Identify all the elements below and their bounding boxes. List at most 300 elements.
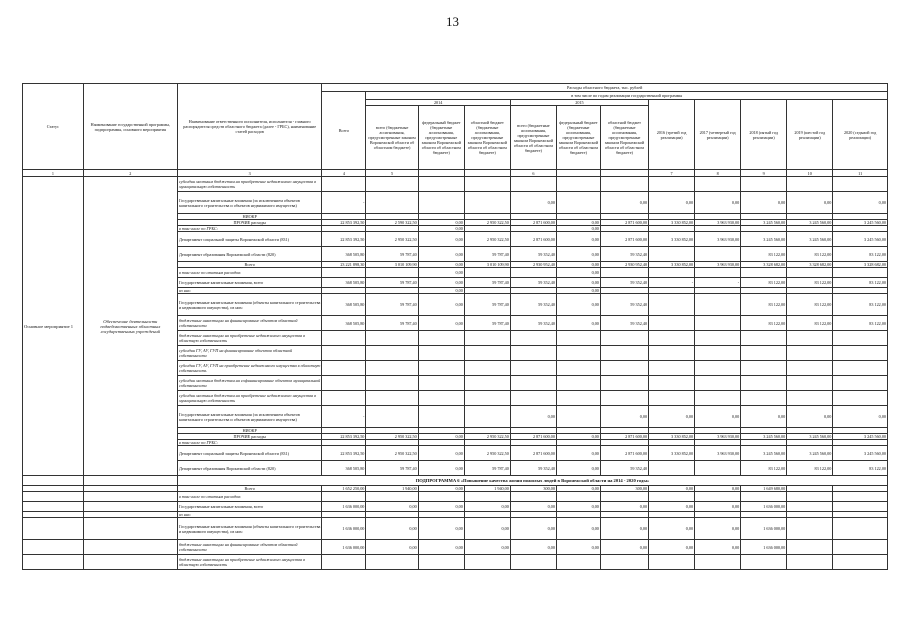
- value-cell: 0,00: [418, 316, 464, 331]
- value-cell: [649, 492, 695, 502]
- value-cell: 23 221 898,30: [322, 262, 366, 268]
- value-cell: 3 963 930,00: [695, 262, 741, 268]
- header-year-2014: 2014: [366, 100, 510, 106]
- value-cell: 368 505,80: [322, 461, 366, 476]
- col-number: 1: [23, 170, 84, 177]
- value-cell: 1 636 000,00: [322, 540, 366, 555]
- value-cell: [695, 346, 741, 361]
- value-cell: 0,00: [418, 247, 464, 262]
- value-cell: 0,00: [556, 294, 600, 316]
- row-label: субсидии ГУ, АУ, ГУП на финансирование объектов областной собственности: [177, 346, 321, 361]
- value-cell: 0,00: [418, 288, 464, 294]
- value-cell: 0,00: [556, 316, 600, 331]
- value-cell: 0,00: [556, 434, 600, 440]
- value-cell: 0,00: [787, 192, 833, 214]
- value-cell: [600, 376, 648, 391]
- value-cell: 3 245 560,00: [833, 232, 888, 247]
- value-cell: 2 871 600,00: [510, 434, 556, 440]
- value-cell: 0,00: [510, 502, 556, 512]
- value-cell: [787, 268, 833, 278]
- status-cell: Основное мероприятие 1: [23, 177, 84, 476]
- value-cell: 0,00: [695, 192, 741, 214]
- value-cell: 0,00: [787, 406, 833, 428]
- value-cell: [695, 177, 741, 192]
- col-number: [418, 170, 464, 177]
- value-cell: 3 245 560,00: [741, 446, 787, 461]
- value-cell: [833, 331, 888, 346]
- value-cell: [556, 346, 600, 361]
- block1-top-rows: [23, 177, 888, 476]
- value-cell: 0,00: [649, 518, 695, 540]
- value-cell: 0,00: [600, 502, 648, 512]
- value-cell: [787, 346, 833, 361]
- value-cell: [418, 331, 464, 346]
- value-cell: 3 963 930,00: [695, 220, 741, 226]
- value-cell: 368 505,80: [322, 294, 366, 316]
- value-cell: 0,00: [695, 540, 741, 555]
- row-label: Департамент образования Воронежской области (820): [177, 461, 321, 476]
- value-cell: 0,00: [600, 540, 648, 555]
- value-cell: [695, 316, 741, 331]
- value-cell: [695, 361, 741, 376]
- value-cell: 3 330 852,00: [649, 262, 695, 268]
- value-cell: 0,00: [833, 406, 888, 428]
- value-cell: 3 245 560,00: [787, 434, 833, 440]
- value-cell: [464, 192, 510, 214]
- budget-table: [22, 83, 888, 570]
- col-number: 4: [322, 170, 366, 177]
- value-cell: 0,00: [556, 486, 600, 492]
- value-cell: 2 950 322,50: [464, 446, 510, 461]
- value-cell: [649, 376, 695, 391]
- value-cell: 59 352,40: [600, 316, 648, 331]
- header-year-2015: 2015: [510, 100, 648, 106]
- value-cell: 2 871 600,00: [600, 220, 648, 226]
- value-cell: 0,00: [649, 486, 695, 492]
- value-cell: [741, 268, 787, 278]
- row-label: в том числе по статьям расходов:: [177, 268, 321, 278]
- value-cell: 2 871 600,00: [510, 220, 556, 226]
- value-cell: [418, 376, 464, 391]
- value-cell: 3 963 930,00: [695, 232, 741, 247]
- value-cell: 0,00: [418, 226, 464, 232]
- value-cell: [600, 361, 648, 376]
- value-cell: 22 853 392,50: [322, 446, 366, 461]
- value-cell: [556, 376, 600, 391]
- value-cell: 59 787,40: [366, 278, 418, 288]
- value-cell: [366, 555, 418, 570]
- row-label: в том числе по ГРБС:: [177, 226, 321, 232]
- table-row: [23, 518, 888, 540]
- value-cell: 3 328 682,00: [741, 262, 787, 268]
- value-cell: [510, 361, 556, 376]
- empty-cell: [23, 492, 84, 502]
- header-responsible: Наименование ответственного исполнителя, исполнителя - главного распорядителя средств областного бюджета (далее - ГРБС), наименование статей расходов: [177, 84, 321, 170]
- value-cell: 59 787,40: [366, 316, 418, 331]
- value-cell: [418, 555, 464, 570]
- value-cell: 0,00: [418, 294, 464, 316]
- value-cell: 83 122,00: [833, 294, 888, 316]
- value-cell: [600, 492, 648, 502]
- value-cell: [556, 331, 600, 346]
- value-cell: 1 636 000,00: [741, 540, 787, 555]
- value-cell: [600, 346, 648, 361]
- value-cell: 83 122,00: [787, 294, 833, 316]
- row-label: Департамент социальной защиты Воронежской области (831): [177, 446, 321, 461]
- value-cell: [833, 177, 888, 192]
- value-cell: 22 853 392,50: [322, 232, 366, 247]
- value-cell: [833, 376, 888, 391]
- value-cell: [787, 177, 833, 192]
- header-including-years: в том числе по годам реализации государственной программы: [366, 92, 888, 100]
- value-cell: 59 352,40: [510, 278, 556, 288]
- value-cell: 0,00: [695, 486, 741, 492]
- value-cell: 0,00: [649, 540, 695, 555]
- col-number: 11: [833, 170, 888, 177]
- value-cell: 3 245 560,00: [741, 232, 787, 247]
- value-cell: 59 352,40: [600, 294, 648, 316]
- value-cell: 3 963 930,00: [695, 446, 741, 461]
- value-cell: 2 590 322,50: [366, 220, 418, 226]
- value-cell: 2 950 322,50: [366, 446, 418, 461]
- value-cell: [510, 177, 556, 192]
- page-number: 13: [446, 14, 459, 29]
- value-cell: 0,00: [600, 406, 648, 428]
- value-cell: 0,00: [510, 518, 556, 540]
- value-cell: [418, 391, 464, 406]
- header-2015-federal: федеральный бюджет (бюджетные ассигнования, предусмотренные законом Воронежской области об областном бюджете): [556, 106, 600, 170]
- value-cell: 368 505,80: [322, 278, 366, 288]
- col-number: 3: [177, 170, 321, 177]
- value-cell: [649, 268, 695, 278]
- value-cell: 83 122,00: [787, 316, 833, 331]
- value-cell: [695, 294, 741, 316]
- value-cell: [464, 346, 510, 361]
- row-label: субсидии местным бюджетам на приобретение недвижимого имущества в муниципальную собственность: [177, 391, 321, 406]
- value-cell: [322, 268, 366, 278]
- value-cell: [556, 177, 600, 192]
- value-cell: 0,00: [556, 446, 600, 461]
- value-cell: 1 636 000,00: [322, 502, 366, 512]
- value-cell: [695, 331, 741, 346]
- value-cell: [322, 177, 366, 192]
- table-row: [23, 177, 888, 192]
- value-cell: 0,00: [649, 502, 695, 512]
- value-cell: [464, 555, 510, 570]
- value-cell: 3 245 560,00: [787, 220, 833, 226]
- value-cell: [787, 391, 833, 406]
- empty-cell: [23, 502, 84, 512]
- value-cell: 59 352,40: [600, 278, 648, 288]
- value-cell: 0,00: [556, 232, 600, 247]
- col-number: 2: [83, 170, 177, 177]
- value-cell: 59 787,40: [366, 247, 418, 262]
- value-cell: [510, 492, 556, 502]
- value-cell: [695, 376, 741, 391]
- value-cell: 59 352,40: [600, 461, 648, 476]
- row-label: Всего: [177, 262, 321, 268]
- value-cell: [787, 492, 833, 502]
- value-cell: 0,00: [418, 518, 464, 540]
- value-cell: 2 930 952,40: [510, 262, 556, 268]
- col-number: 6: [510, 170, 556, 177]
- value-cell: [510, 391, 556, 406]
- value-cell: 0,00: [556, 518, 600, 540]
- value-cell: 83 122,00: [787, 278, 833, 288]
- value-cell: [464, 492, 510, 502]
- value-cell: 0,00: [418, 262, 464, 268]
- table-row: [23, 540, 888, 555]
- row-label: из них:: [177, 288, 321, 294]
- value-cell: 0,00: [418, 220, 464, 226]
- value-cell: 0,00: [510, 192, 556, 214]
- value-cell: 59 787,40: [366, 294, 418, 316]
- col-number: [556, 170, 600, 177]
- table-row: [23, 492, 888, 502]
- value-cell: 59 787,40: [464, 461, 510, 476]
- value-cell: 1 652 250,00: [322, 486, 366, 492]
- row-label: Государственные капитальные вложения (за исключением объектов капитального строительства и объектов недвижимого имущества): [177, 406, 321, 428]
- value-cell: [556, 391, 600, 406]
- value-cell: 0,00: [741, 406, 787, 428]
- value-cell: 83 122,00: [741, 247, 787, 262]
- col-number: 10: [787, 170, 833, 177]
- value-cell: 3 328 682,00: [833, 262, 888, 268]
- value-cell: 22 853 392,50: [322, 220, 366, 226]
- subprogram-title: ПОДПРОГРАММА 6 «Повышение качества жизни пожилых людей в Воронежской области на 2014 - 2020 годы»: [177, 476, 887, 486]
- value-cell: 0,00: [510, 540, 556, 555]
- value-cell: 3 963 930,00: [695, 434, 741, 440]
- value-cell: [464, 177, 510, 192]
- value-cell: 0,00: [366, 540, 418, 555]
- value-cell: [322, 331, 366, 346]
- row-label: Всего: [177, 486, 321, 492]
- row-label: бюджетные инвестиции на финансирование объектов областной собственности: [177, 540, 321, 555]
- value-cell: [366, 406, 418, 428]
- row-label: Государственные капитальные вложения, всего: [177, 502, 321, 512]
- value-cell: [833, 518, 888, 540]
- value-cell: [322, 361, 366, 376]
- value-cell: -: [322, 192, 366, 214]
- value-cell: 0,00: [695, 502, 741, 512]
- value-cell: 0,00: [556, 278, 600, 288]
- value-cell: 83 122,00: [787, 247, 833, 262]
- row-label: субсидии местным бюджетам на приобретение недвижимого имущества в муниципальную собственность: [177, 177, 321, 192]
- value-cell: 3 245 560,00: [833, 434, 888, 440]
- empty-cell: [83, 502, 177, 512]
- value-cell: 0,00: [556, 540, 600, 555]
- value-cell: 0,00: [366, 502, 418, 512]
- value-cell: [366, 192, 418, 214]
- row-label: Департамент социальной защиты Воронежской области (831): [177, 232, 321, 247]
- value-cell: 0,00: [510, 406, 556, 428]
- row-label: в том числе по ГРБС:: [177, 440, 321, 446]
- value-cell: [600, 268, 648, 278]
- row-label: Государственные капитальные вложения (объекты капитального строительства и недвижимого имущества), из них:: [177, 518, 321, 540]
- empty-cell: [23, 555, 84, 570]
- value-cell: [510, 376, 556, 391]
- header-year-2019: 2019 (шестой год реализации): [787, 100, 833, 170]
- value-cell: [649, 461, 695, 476]
- value-cell: 0,00: [418, 434, 464, 440]
- value-cell: 0,00: [649, 192, 695, 214]
- value-cell: [833, 492, 888, 502]
- value-cell: 300,00: [510, 486, 556, 492]
- value-cell: [649, 316, 695, 331]
- value-cell: 59 787,40: [464, 247, 510, 262]
- value-cell: 2 871 600,00: [510, 232, 556, 247]
- value-cell: [322, 346, 366, 361]
- value-cell: 3 245 560,00: [787, 446, 833, 461]
- value-cell: 1 940,00: [464, 486, 510, 492]
- row-label: НИОКР: [177, 428, 321, 434]
- value-cell: [556, 406, 600, 428]
- value-cell: 59 352,40: [510, 247, 556, 262]
- header-2014-regional: областной бюджет (бюджетные ассигнования, предусмотренные законом Воронежской области об областном бюджете): [464, 106, 510, 170]
- header-expenses: Расходы областного бюджета, тыс. рублей: [322, 84, 888, 92]
- value-cell: 0,00: [556, 268, 600, 278]
- value-cell: 3 328 682,00: [787, 262, 833, 268]
- value-cell: [649, 361, 695, 376]
- value-cell: 0,00: [418, 502, 464, 512]
- row-label: ПРОЧИЕ расходы: [177, 434, 321, 440]
- value-cell: [695, 268, 741, 278]
- value-cell: [787, 540, 833, 555]
- value-cell: [366, 268, 418, 278]
- value-cell: [556, 192, 600, 214]
- empty-cell: [83, 518, 177, 540]
- value-cell: [418, 177, 464, 192]
- table-row: [23, 502, 888, 512]
- value-cell: 83 122,00: [741, 278, 787, 288]
- header-year-2018: 2018 (пятый год реализации): [741, 100, 787, 170]
- value-cell: [833, 540, 888, 555]
- value-cell: 0,00: [418, 232, 464, 247]
- header-total: Всего: [322, 92, 366, 170]
- value-cell: 0,00: [418, 278, 464, 288]
- value-cell: [418, 346, 464, 361]
- value-cell: [649, 331, 695, 346]
- row-label: бюджетные инвестиции на финансирование объектов областной собственности: [177, 316, 321, 331]
- value-cell: 1 940,00: [366, 486, 418, 492]
- value-cell: 59 787,40: [464, 278, 510, 288]
- value-cell: [741, 177, 787, 192]
- header-2015-regional: областной бюджет (бюджетные ассигнования, предусмотренные законом Воронежской области об областном бюджете): [600, 106, 648, 170]
- value-cell: 83 122,00: [787, 461, 833, 476]
- value-cell: [464, 376, 510, 391]
- value-cell: [464, 331, 510, 346]
- value-cell: [418, 492, 464, 502]
- value-cell: 3 010 109,90: [464, 262, 510, 268]
- value-cell: [833, 391, 888, 406]
- value-cell: [741, 331, 787, 346]
- value-cell: 2 871 600,00: [600, 434, 648, 440]
- table-header: [23, 84, 888, 177]
- value-cell: 22 853 392,50: [322, 434, 366, 440]
- value-cell: 83 122,00: [741, 461, 787, 476]
- value-cell: 0,00: [556, 226, 600, 232]
- value-cell: 0,00: [418, 540, 464, 555]
- table-row: [23, 555, 888, 570]
- value-cell: [741, 346, 787, 361]
- header-2014-federal: федеральный бюджет (бюджетные ассигнования, предусмотренные законом Воронежской области об областном бюджете): [418, 106, 464, 170]
- value-cell: [787, 555, 833, 570]
- value-cell: 0,00: [464, 502, 510, 512]
- value-cell: 0,00: [556, 247, 600, 262]
- row-label: субсидии местным бюджетам на софинансирование объектов муниципальной собственности: [177, 376, 321, 391]
- value-cell: 0,00: [833, 192, 888, 214]
- value-cell: [741, 555, 787, 570]
- row-label: Государственные капитальные вложения (за исключением объектов капитального строительства и объектов недвижимого имущества): [177, 192, 321, 214]
- value-cell: [787, 361, 833, 376]
- row-label: Государственные капитальные вложения, всего: [177, 278, 321, 288]
- value-cell: 368 505,80: [322, 316, 366, 331]
- value-cell: [366, 376, 418, 391]
- value-cell: -: [695, 278, 741, 288]
- col-number: [600, 170, 648, 177]
- value-cell: 0,00: [418, 486, 464, 492]
- row-label: НИОКР: [177, 214, 321, 220]
- value-cell: [322, 391, 366, 406]
- col-number: [464, 170, 510, 177]
- value-cell: 2 871 600,00: [600, 446, 648, 461]
- value-cell: 83 122,00: [741, 316, 787, 331]
- value-cell: 0,00: [464, 540, 510, 555]
- value-cell: 59 787,40: [464, 316, 510, 331]
- col-number: 5: [366, 170, 418, 177]
- value-cell: [556, 492, 600, 502]
- value-cell: 3 245 560,00: [833, 220, 888, 226]
- value-cell: [322, 492, 366, 502]
- value-cell: 2 950 322,50: [366, 434, 418, 440]
- value-cell: 59 787,40: [366, 461, 418, 476]
- value-cell: -: [322, 406, 366, 428]
- value-cell: 0,00: [556, 502, 600, 512]
- header-2014-total: всего (бюджетные ассигнования, предусмотренные законом Воронежской области об областном бюджете): [366, 106, 418, 170]
- value-cell: [833, 555, 888, 570]
- empty-cell: [83, 492, 177, 502]
- row-label: субсидии ГУ, АУ, ГУП на приобретение недвижимого имущества в областную собственность: [177, 361, 321, 376]
- value-cell: 59 787,40: [464, 294, 510, 316]
- value-cell: [464, 391, 510, 406]
- value-cell: [695, 461, 741, 476]
- value-cell: [741, 376, 787, 391]
- value-cell: 0,00: [556, 220, 600, 226]
- value-cell: 2 950 322,50: [366, 232, 418, 247]
- value-cell: 2 950 322,50: [464, 434, 510, 440]
- value-cell: 59 352,40: [600, 247, 648, 262]
- value-cell: [464, 268, 510, 278]
- value-cell: 83 122,00: [741, 294, 787, 316]
- value-cell: [366, 331, 418, 346]
- row-label: бюджетные инвестиции на приобретение недвижимого имущества в областную собственность: [177, 331, 321, 346]
- value-cell: 59 352,40: [510, 461, 556, 476]
- value-cell: 0,00: [366, 518, 418, 540]
- value-cell: [510, 555, 556, 570]
- value-cell: [787, 376, 833, 391]
- value-cell: [649, 555, 695, 570]
- empty-cell: [83, 540, 177, 555]
- value-cell: [366, 361, 418, 376]
- value-cell: 83 122,00: [833, 247, 888, 262]
- value-cell: [833, 346, 888, 361]
- subprogram-title-section: [23, 476, 888, 486]
- value-cell: [741, 391, 787, 406]
- empty-cell: [83, 555, 177, 570]
- value-cell: [366, 177, 418, 192]
- value-cell: [322, 555, 366, 570]
- value-cell: [649, 247, 695, 262]
